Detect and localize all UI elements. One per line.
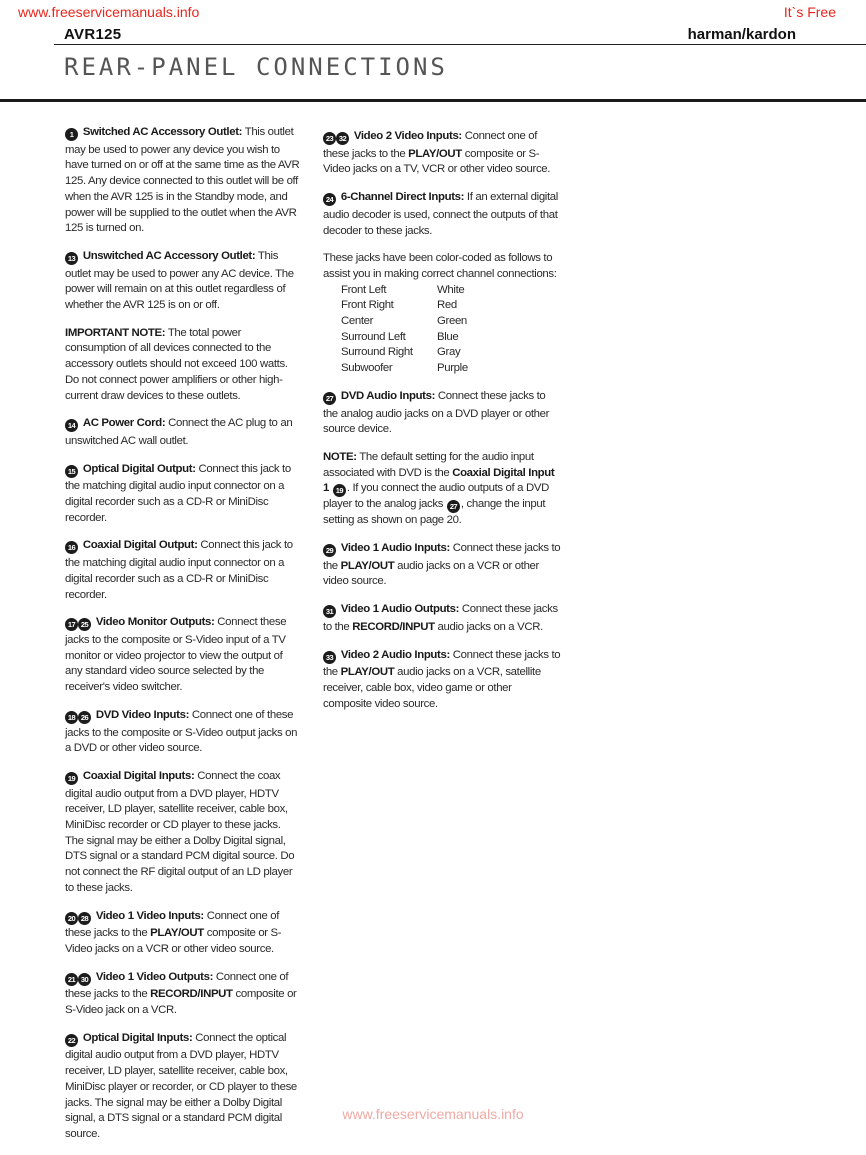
entry-body: Connect these jacks to the [323, 648, 561, 679]
callout-badges [65, 127, 78, 143]
watermark-free-label: It`s Free [783, 4, 836, 20]
entry-title: Video 1 Audio Inputs: [340, 542, 450, 555]
entry-video1-audio-outputs [323, 602, 561, 635]
callout-number-icon: 29 [323, 544, 336, 557]
jack-label: PLAY/OUT [408, 147, 462, 160]
callout-number-icon: 32 [336, 132, 349, 145]
callout-badges [323, 391, 336, 407]
callout-number-icon: 23 [323, 132, 336, 145]
entry-title: DVD Audio Inputs: [340, 389, 436, 402]
note-title: NOTE: [323, 450, 357, 463]
callout-badges [323, 131, 349, 147]
callout-badges [65, 710, 91, 726]
entry-body: Connect the optical digital audio output from a DVD player, HDTV receiver, LD player, satellite receiver, cable box, MiniDisc player or recorder, or CD player to these jacks. The signal may be either a Dolby Digital signal, a DTS signal or a standard PCM digital source. [65, 1031, 297, 1140]
entry-body: Connect the coax digital audio output from a DVD player, HDTV receiver, LD player, satellite receiver, cable box, MiniDisc recorder or CD player to these jacks. The signal may be either a Dolby Digital signal, DTS signal or a standard PCM digital source. Do not connect the RF digital output of an LD player to these jacks. [65, 769, 295, 894]
jack-label: PLAY/OUT [340, 559, 395, 572]
table-row [341, 361, 468, 377]
watermark-footer-link[interactable]: www.freeservicemanuals.info [342, 1106, 524, 1122]
callout-badges [323, 650, 336, 666]
entry-body: Connect one of these jacks to the composite or S-Video output jacks on a DVD or other video source. [65, 708, 298, 755]
jack-label: PLAY/OUT [150, 927, 204, 940]
callout-number-icon: 17 [65, 618, 78, 631]
color-cell: Green [437, 315, 467, 328]
entry-title: Optical Digital Output: [82, 462, 196, 475]
entry-video2-audio-inputs [323, 648, 561, 713]
color-code-intro: These jacks have been color-coded as follows to assist you in making correct channel connections: [323, 252, 557, 280]
color-cell: Gray [437, 346, 461, 359]
jack-label: RECORD/INPUT [150, 988, 233, 1001]
note-body: . If you connect the audio outputs of a DVD player to the analog jacks [323, 482, 549, 511]
entry-title: Video 2 Video Inputs: [353, 130, 462, 142]
callout-number-icon: 14 [65, 419, 78, 432]
note-body: The total power consumption of all devices connected to the accessory outlets should not exceed 100 watts. Do not connect power amplifiers or other high-current draw devices to these outlets. [65, 326, 288, 402]
input-name: Coaxial Digital Input 1 [323, 466, 555, 495]
entry-body: Connect one of these jacks to the [323, 130, 538, 160]
brand-logo: harman/kardon [687, 26, 796, 43]
callout-number-icon: 27 [447, 500, 460, 513]
important-note [65, 326, 301, 405]
entry-optical-digital-output [65, 462, 301, 527]
channel-cell: Surround Right [341, 346, 413, 359]
right-column [323, 129, 561, 724]
table-row [341, 283, 468, 299]
jack-label: RECORD/INPUT [352, 620, 435, 633]
callout-badges [65, 464, 78, 480]
entry-title: Coaxial Digital Inputs: [82, 769, 195, 782]
entry-video-monitor-outputs [65, 615, 301, 696]
color-cell: Red [437, 299, 457, 312]
entry-title: Video 1 Audio Outputs: [340, 603, 460, 616]
callout-badges [65, 540, 78, 556]
color-cell: White [437, 283, 465, 296]
watermark-bar [0, 4, 866, 22]
entry-body: Connect this jack to the matching digital audio input connector on a digital recorder such as a CD-R or MiniDisc recorder. [65, 539, 293, 601]
callout-badges [65, 1033, 78, 1049]
entry-body: Connect these jacks to the [323, 542, 561, 572]
entry-dvd-audio-inputs [323, 389, 561, 438]
entry-6ch-direct-inputs [323, 190, 561, 239]
callout-badges [65, 251, 78, 267]
table-row [341, 345, 468, 361]
callout-number-icon: 28 [78, 912, 91, 925]
entry-title: 6-Channel Direct Inputs: [340, 191, 465, 204]
callout-badges [65, 771, 78, 787]
entry-title: Video 2 Audio Inputs: [340, 648, 450, 661]
callout-number-icon: 1 [65, 128, 78, 141]
entry-body: Connect one of these jacks to the [65, 970, 289, 1001]
entry-title: DVD Video Inputs: [95, 708, 190, 721]
table-row [341, 298, 468, 314]
entry-switched-outlet [65, 125, 301, 237]
entry-title: Switched AC Accessory Outlet: [82, 126, 243, 138]
entry-title: Video 1 Video Outputs: [95, 970, 214, 983]
callout-number-icon: 18 [65, 711, 78, 724]
channel-cell: Surround Left [341, 330, 406, 343]
color-cell: Blue [437, 330, 459, 343]
callout-badges [65, 911, 91, 927]
callout-number-icon: 13 [65, 252, 78, 265]
callout-number-icon: 22 [65, 1034, 78, 1047]
callout-number-icon: 16 [65, 541, 78, 554]
entry-body: composite or S-Video jacks on a VCR or other video source. [65, 927, 282, 955]
dvd-input-note [323, 450, 561, 529]
entry-dvd-video-inputs [65, 708, 301, 757]
entry-body: Connect this jack to the matching digital audio input connector on a digital recorder such as a CD-R or MiniDisc recorder. [65, 462, 291, 524]
entry-body: Connect these jacks to the composite or S-Video input of a TV monitor or video projector to view the output of any standard video source selected by the receiver's video switcher. [65, 616, 287, 694]
callout-number-icon: 24 [323, 193, 336, 206]
callout-number-icon: 20 [65, 912, 78, 925]
callout-number-icon: 30 [78, 973, 91, 986]
entry-video1-video-inputs [65, 909, 301, 958]
callout-badges [323, 604, 336, 620]
callout-number-icon: 21 [65, 973, 78, 986]
callout-number-icon: 25 [78, 618, 91, 631]
left-column [65, 125, 301, 1155]
entry-body: audio jacks on a VCR. [434, 620, 543, 633]
callout-badges [65, 972, 91, 988]
entry-title: Optical Digital Inputs: [82, 1031, 193, 1044]
entry-body: Connect the AC plug to an unswitched AC wall outlet. [65, 417, 293, 447]
entry-video2-video-inputs [323, 129, 561, 178]
channel-cell: Front Left [341, 283, 387, 296]
note-title: IMPORTANT NOTE: [65, 326, 166, 339]
entry-body: audio jacks on a VCR, satellite receiver, cable box, video game or other composite video source. [323, 666, 541, 710]
color-code-table [341, 283, 468, 377]
entry-title: Unswitched AC Accessory Outlet: [82, 249, 256, 262]
entry-video1-audio-inputs [323, 541, 561, 590]
color-cell: Purple [437, 362, 468, 375]
callout-badges [65, 418, 78, 434]
entry-body: audio jacks on a VCR or other video source. [323, 559, 539, 588]
callout-number-icon: 19 [333, 484, 346, 497]
callout-number-icon: 19 [65, 772, 78, 785]
callout-number-icon: 15 [65, 465, 78, 478]
table-row [341, 330, 468, 346]
entry-unswitched-outlet [65, 249, 301, 314]
entry-body: This outlet may be used to power any AC device. The power will remain on at this outlet regardless of whether the AVR 125 is on or off. [65, 249, 294, 312]
channel-cell: Center [341, 315, 374, 328]
entry-body: If an external digital audio decoder is used, connect the outputs of that decoder to these jacks. [323, 191, 558, 237]
channel-cell: Front Right [341, 299, 394, 312]
channel-cell: Subwoofer [341, 362, 393, 375]
callout-badges [323, 543, 336, 559]
callout-badges [323, 192, 336, 208]
entry-optical-digital-inputs [65, 1031, 301, 1143]
entry-body: Connect one of these jacks to the [65, 909, 280, 940]
entry-title: Video Monitor Outputs: [95, 616, 215, 629]
note-body: , change the input setting as shown on page 20. [323, 498, 546, 527]
entry-title: AC Power Cord: [82, 417, 166, 430]
page-title: REAR-PANEL CONNECTIONS [64, 53, 448, 81]
title-divider [0, 99, 866, 102]
header-rule [54, 44, 866, 45]
entry-body: composite or S-Video jack on a VCR. [65, 988, 297, 1017]
entry-ac-power-cord [65, 416, 301, 449]
model-name: AVR125 [64, 26, 122, 43]
callout-number-icon: 26 [78, 711, 91, 724]
jack-label: PLAY/OUT [340, 666, 395, 679]
entry-video1-video-outputs [65, 970, 301, 1019]
entry-title: Coaxial Digital Output: [82, 539, 198, 552]
callout-badges [65, 617, 91, 633]
entry-body: composite or S-Video jacks on a TV, VCR or other video source. [323, 147, 551, 176]
entry-title: Video 1 Video Inputs: [95, 909, 204, 922]
callout-number-icon: 27 [323, 392, 336, 405]
callout-number-icon: 31 [323, 605, 336, 618]
entry-body: Connect these jacks to the analog audio jacks on a DVD player or other source device. [323, 389, 550, 436]
entry-coaxial-digital-inputs [65, 769, 301, 897]
table-row [341, 314, 468, 330]
entry-body: Connect these jacks to the [323, 603, 558, 633]
watermark-site-link[interactable]: www.freeservicemanuals.info [18, 4, 200, 20]
callout-number-icon: 33 [323, 651, 336, 664]
entry-body: This outlet may be used to power any device you wish to have turned on or off at the same time as the AVR 125. Any device connected to this outlet will be off when the AVR 125 is in the Standby mode, and power will be supplied to the outlet when the AVR 125 is turned on. [65, 126, 300, 235]
note-body: The default setting for the audio input associated with DVD is the [323, 450, 534, 479]
entry-coaxial-digital-output [65, 538, 301, 603]
